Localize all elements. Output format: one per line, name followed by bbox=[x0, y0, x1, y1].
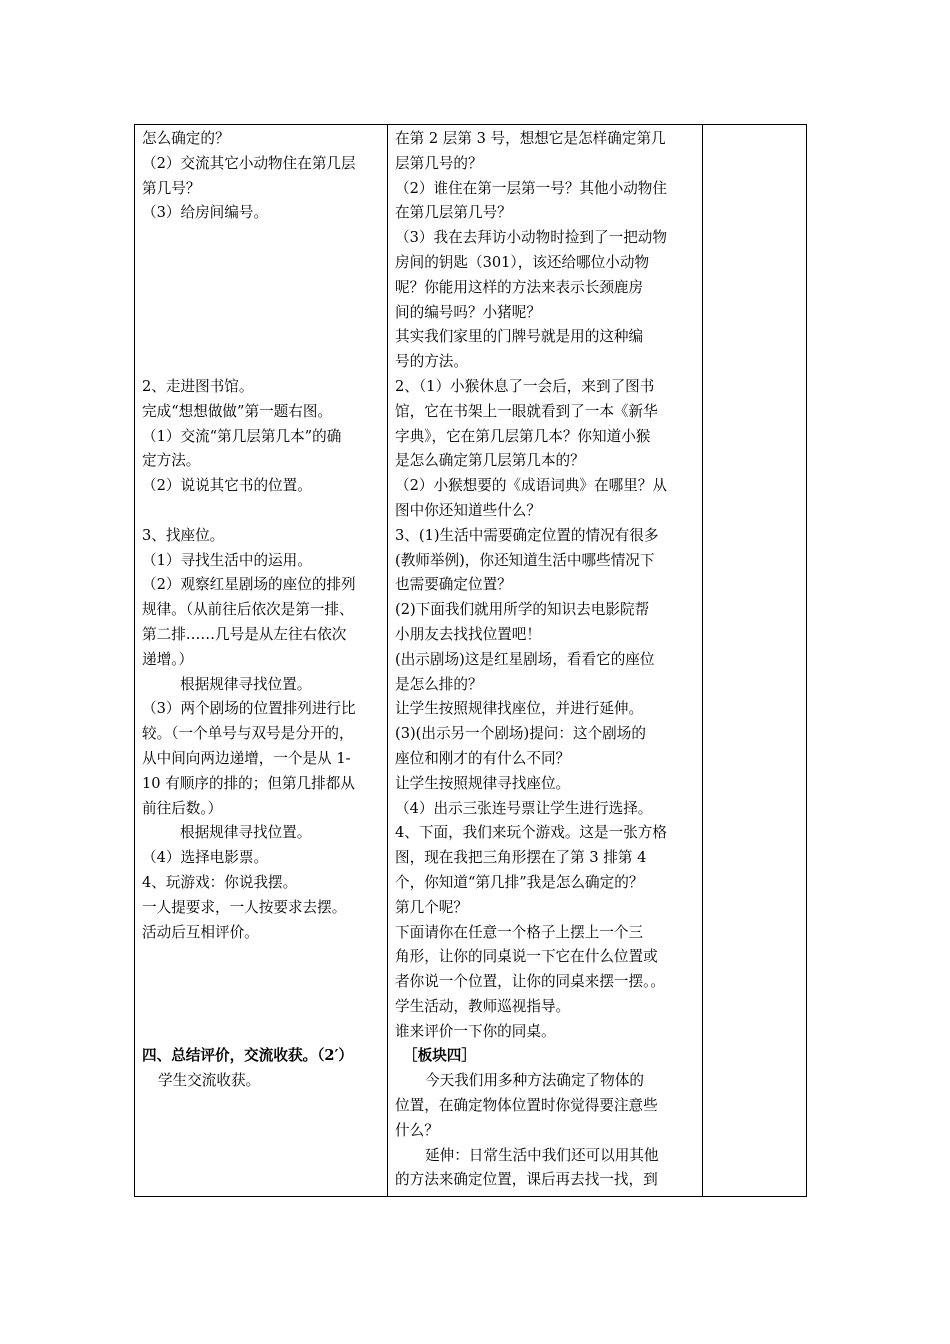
text-line: 4、玩游戏：你说我摆。 bbox=[142, 873, 298, 891]
block-heading: ［板块四］ bbox=[403, 1047, 476, 1065]
text-line: 3、(1)生活中需要确定位置的情况有很多 bbox=[395, 526, 659, 544]
text-line: 2、走进图书馆。 bbox=[142, 377, 254, 395]
text-line: 前往后数。） bbox=[142, 799, 223, 817]
text-line: 图，现在我把三角形摆在了第 3 排第 4 bbox=[395, 849, 647, 867]
text-line: 在第 2 层第 3 号，想想它是怎样确定第几 bbox=[395, 130, 666, 147]
text-line: 间的编号吗？小猪呢？ bbox=[395, 303, 541, 321]
text-line: 规律。（从前往后依次是第一排、 bbox=[142, 601, 354, 619]
student-activity-cell bbox=[135, 125, 388, 1197]
text-line: （3）给房间编号。 bbox=[142, 204, 269, 222]
text-line: （2）观察红星剧场的座位的排列 bbox=[142, 576, 356, 594]
text-line: 是怎么排的？ bbox=[395, 675, 483, 693]
text-line: 馆，它在书架上一眼就看到了一本《新华 bbox=[395, 402, 658, 420]
text-line: 完成“想想做做”第一题右图。 bbox=[142, 402, 333, 420]
text-line: (3)(出示另一个剧场)提问：这个剧场的 bbox=[395, 725, 646, 743]
text-line: 10 有顺序的排的；但第几排都从 bbox=[142, 774, 355, 792]
text-line: （2）小猴想要的《成语词典》在哪里？从 bbox=[395, 477, 667, 495]
text-line: （2）交流其它小动物住在第几层 bbox=[142, 154, 356, 172]
text-line: 层第几号的？ bbox=[395, 154, 483, 172]
text-line: （3）我在去拜访小动物时捡到了一把动物 bbox=[395, 229, 667, 247]
text-line: 谁来评价一下你的同桌。 bbox=[395, 1022, 556, 1040]
text-line: 3、找座位。 bbox=[142, 526, 225, 544]
teacher-activity-cell bbox=[388, 125, 703, 1197]
text-line: （2）谁住在第一层第一号？其他小动物住 bbox=[395, 179, 667, 197]
text-line: 字典》，它在第几层第几本？你知道小猴 bbox=[395, 427, 651, 445]
text-line: 下面请你在任意一个格子上摆上一个三 bbox=[395, 923, 644, 941]
text-line: （4）选择电影票。 bbox=[142, 849, 269, 867]
text-line: 让学生按照规律寻找座位。 bbox=[395, 774, 571, 792]
text-line: 个，你知道“第几排”我是怎么确定的？ bbox=[395, 873, 644, 891]
text-line: 者你说一个位置，让你的同桌来摆一摆。。 bbox=[395, 973, 665, 991]
text-line: 也需要确定位置？ bbox=[395, 576, 512, 594]
text-line: 的方法来确定位置，课后再去找一找，到 bbox=[395, 1171, 658, 1189]
text-line: 其实我们家里的门牌号就是用的这种编 bbox=[395, 328, 644, 346]
text-line: 小朋友去找找位置吧！ bbox=[395, 625, 541, 643]
text-line: 从中间向两边递增，一个是从 1- bbox=[142, 749, 351, 767]
text-line: 角形，让你的同桌说一下它在什么位置或 bbox=[395, 948, 658, 966]
text-line: 什么？ bbox=[395, 1121, 439, 1139]
text-line: （4）出示三张连号票让学生进行选择。 bbox=[395, 799, 653, 817]
text-line: 根据规律寻找位置。 bbox=[180, 824, 312, 842]
text-line: 房间的钥匙（301），该还给哪位小动物 bbox=[395, 253, 650, 271]
text-line: 是怎么确定第几层第几本的？ bbox=[395, 452, 585, 470]
text-line: 4、下面，我们来玩个游戏。这是一张方格 bbox=[395, 824, 667, 842]
text-line: 图中你还知道些什么？ bbox=[395, 501, 541, 519]
text-line: 较。（一个单号与双号是分开的， bbox=[142, 725, 354, 743]
text-line: 2、（1）小猴休息了一会后，来到了图书 bbox=[395, 377, 655, 395]
notes-cell bbox=[703, 125, 807, 1197]
text-line: (教师举例)，你还知道生活中哪些情况下 bbox=[395, 551, 655, 569]
text-line: 今天我们用多种方法确定了物体的 bbox=[425, 1072, 644, 1090]
text-line: 根据规律寻找位置。 bbox=[180, 675, 312, 693]
text-line: (2)下面我们就用所学的知识去电影院帮 bbox=[395, 601, 650, 619]
text-line: 定方法。 bbox=[142, 452, 201, 470]
text-line: 一人提要求，一人按要求去摆。 bbox=[142, 898, 347, 916]
text-line: 座位和刚才的有什么不同？ bbox=[395, 749, 571, 767]
text-line: 第几个呢？ bbox=[395, 898, 468, 916]
text-line: 在第几层第几号？ bbox=[395, 204, 512, 222]
text-line: 递增。） bbox=[142, 650, 194, 668]
text-line: （1）交流“第几层第几本”的确 bbox=[142, 427, 342, 445]
summary-heading: 四、总结评价，交流收获。（2′） bbox=[142, 1047, 354, 1065]
text-line: 位置，在确定物体位置时你觉得要注意些 bbox=[395, 1097, 658, 1115]
text-line: （1）寻找生活中的运用。 bbox=[142, 551, 312, 569]
text-line: 第二排……几号是从左往右依次 bbox=[142, 625, 347, 643]
text-line: 怎么确定的？ bbox=[142, 130, 230, 147]
text-line: 呢？你能用这样的方法来表示长颈鹿房 bbox=[395, 278, 644, 296]
text-line: 延伸：日常生活中我们还可以用其他 bbox=[425, 1146, 659, 1164]
text-line: 活动后互相评价。 bbox=[142, 923, 259, 941]
text-line: 让学生按照规律找座位，并进行延伸。 bbox=[395, 700, 644, 718]
text-line: 学生交流收获。 bbox=[158, 1072, 261, 1090]
text-line: 第几号？ bbox=[142, 179, 201, 197]
text-line: 学生活动，教师巡视指导。 bbox=[395, 997, 571, 1015]
text-line: (出示剧场)这是红星剧场，看看它的座位 bbox=[395, 650, 655, 668]
text-line: （3）两个剧场的位置排列进行比 bbox=[142, 700, 356, 718]
lesson-plan-table bbox=[134, 124, 807, 1197]
table-row bbox=[135, 125, 807, 1197]
text-line: 号的方法。 bbox=[395, 353, 468, 371]
text-line: （2）说说其它书的位置。 bbox=[142, 477, 312, 495]
